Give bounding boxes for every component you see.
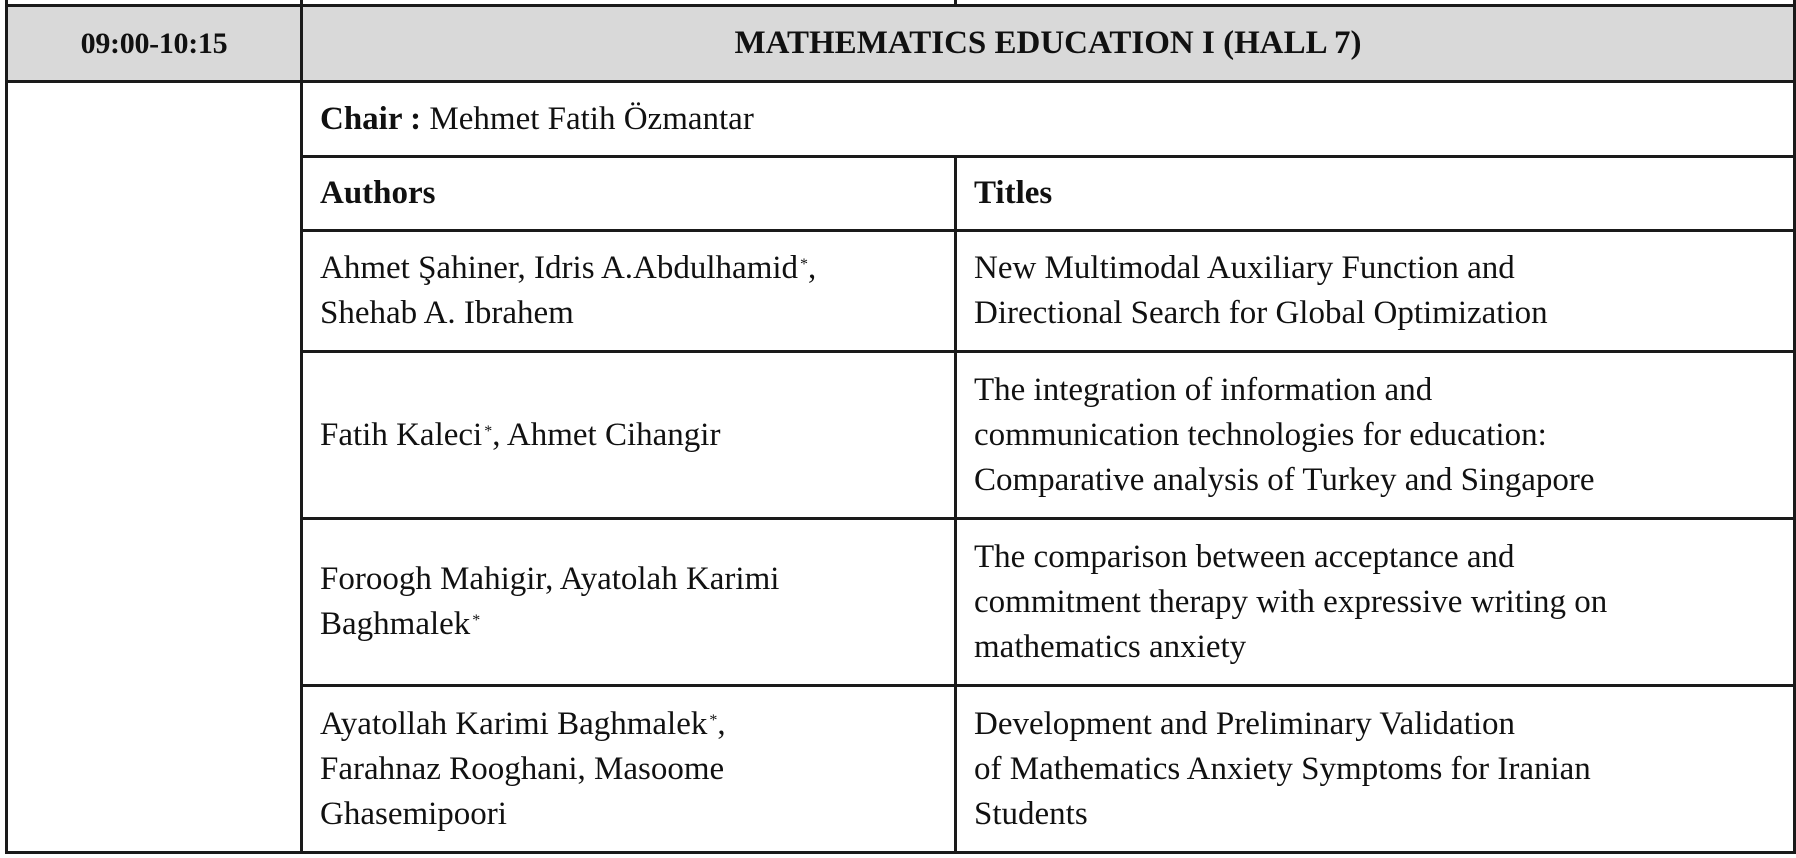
titles-column-header: Titles — [956, 157, 1795, 231]
title-line: Development and Preliminary Validation — [974, 705, 1516, 742]
title-line: of Mathematics Anxiety Symptoms for Iranian — [974, 750, 1591, 787]
title-line: New Multimodal Auxiliary Function and — [974, 250, 1515, 286]
author-line: Baghmalek * — [320, 606, 481, 642]
corresponding-author-mark: * — [800, 256, 809, 273]
chair-row — [7, 82, 1795, 157]
paper-title-cell — [956, 231, 1795, 352]
authors-column-header: Authors — [302, 157, 956, 231]
session-time-cell — [7, 6, 302, 82]
title-line: Students — [974, 795, 1088, 832]
session-title: MATHEMATICS EDUCATION I (HALL 7) — [734, 25, 1362, 61]
chair-name: Mehmet Fatih Özmantar — [429, 100, 754, 137]
chair-cell — [302, 82, 1795, 157]
paper-authors-cell — [302, 686, 956, 853]
corresponding-author-mark: * — [484, 422, 493, 440]
author-line: Foroogh Mahigir, Ayatolah Karimi — [320, 561, 780, 597]
author-line: Farahnaz Rooghani, Masoome — [320, 750, 725, 787]
author-line: Fatih Kaleci *, Ahmet Cihangir — [320, 416, 721, 453]
paper-authors-cell — [302, 231, 956, 352]
session-time: 09:00-10:15 — [80, 26, 228, 60]
title-line: mathematics anxiety — [974, 628, 1247, 665]
session-title-cell — [302, 6, 1795, 82]
corresponding-author-mark: * — [709, 711, 718, 729]
paper-title-cell — [956, 352, 1795, 519]
chair-label: Chair : — [320, 100, 422, 137]
author-line: Ayatollah Karimi Baghmalek *, — [320, 705, 726, 742]
title-line: communication technologies for education: — [974, 416, 1547, 453]
author-line: Shehab A. Ibrahem — [320, 295, 574, 331]
paper-title-cell — [956, 686, 1795, 853]
paper-title-cell — [956, 519, 1795, 686]
title-line: Comparative analysis of Turkey and Singapore — [974, 461, 1595, 498]
title-line: The integration of information and — [974, 371, 1433, 408]
author-line: Ahmet Şahiner, Idris A.Abdulhamid *, — [320, 250, 817, 286]
title-line: The comparison between acceptance and — [974, 538, 1515, 575]
title-line: commitment therapy with expressive writing on — [974, 583, 1608, 620]
paper-authors-cell — [302, 352, 956, 519]
author-line: Ghasemipoori — [320, 795, 507, 832]
title-line: Directional Search for Global Optimization — [974, 295, 1548, 331]
session-schedule-table — [5, 0, 1796, 854]
paper-authors-cell — [302, 519, 956, 686]
corresponding-author-mark: * — [472, 612, 481, 629]
session-header-row — [7, 6, 1795, 82]
time-column-empty-cell — [7, 82, 302, 853]
